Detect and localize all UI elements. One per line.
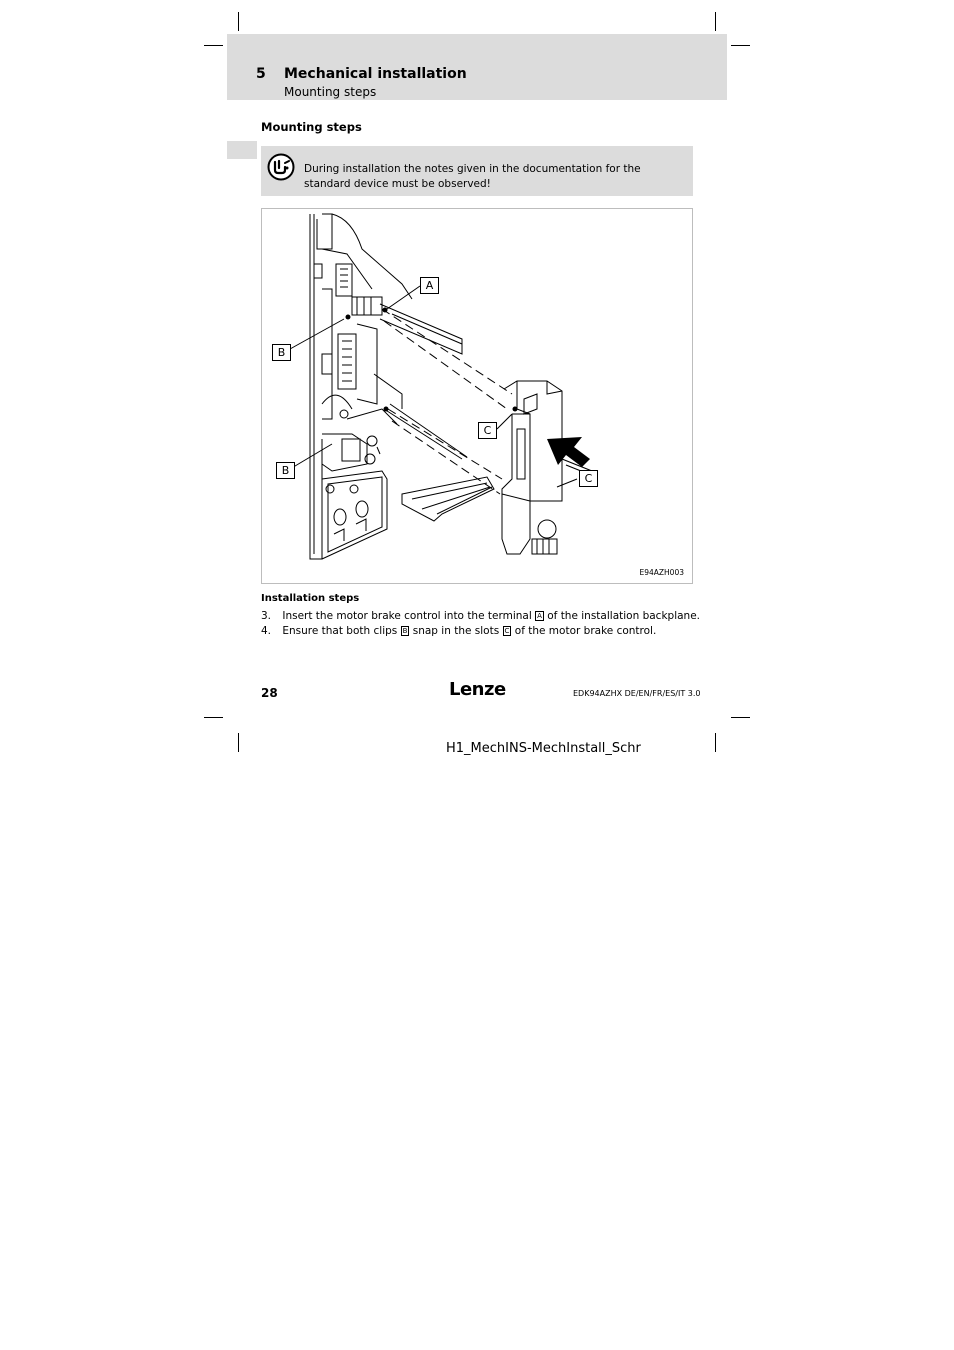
crop-mark [731,45,750,46]
ref-box: B [402,627,408,635]
note-text: During installation the notes given in the documentation for the standard device must be observed! [304,163,641,190]
side-tab [227,141,257,159]
crop-mark [204,717,223,718]
brand-logo: Lenze [449,679,506,700]
crop-mark [715,733,716,752]
file-label: H1_MechINS-MechInstall_Schr [446,741,641,756]
step-text: Insert the motor brake control into the terminal [282,610,532,622]
ref-box: C [504,627,510,635]
installation-figure [261,208,693,584]
figure-code: E94AZH003 [639,568,684,577]
step-text: of the installation backplane. [547,610,700,622]
crop-mark [238,733,239,752]
callout-c-right: C [579,470,598,487]
installation-steps-title: Installation steps [261,593,360,604]
callout-b-top: B [272,344,291,361]
crop-mark [731,717,750,718]
callout-c-left: C [478,422,497,439]
crop-mark [238,12,239,31]
page-number: 28 [261,686,278,700]
document-code: EDK94AZHX DE/EN/FR/ES/IT 3.0 [573,689,701,698]
step-number: 3. [261,610,272,622]
chapter-number: 5 [256,66,266,82]
step-3 [261,610,700,622]
step-4 [261,625,656,637]
step-number: 4. [261,625,272,637]
callout-b-bottom: B [276,462,295,479]
step-text: Ensure that both clips [282,625,398,637]
step-text: snap in the slots [412,625,500,637]
callout-a: A [420,277,439,294]
hand-pointing-icon [267,153,295,181]
crop-mark [204,45,223,46]
ref-box: A [537,612,542,620]
step-text: of the motor brake control. [514,625,657,637]
section-title: Mounting steps [261,120,362,134]
chapter-title: Mechanical installation [284,66,467,82]
device-drawing [262,209,694,585]
chapter-subtitle: Mounting steps [284,85,377,99]
crop-mark [715,12,716,31]
